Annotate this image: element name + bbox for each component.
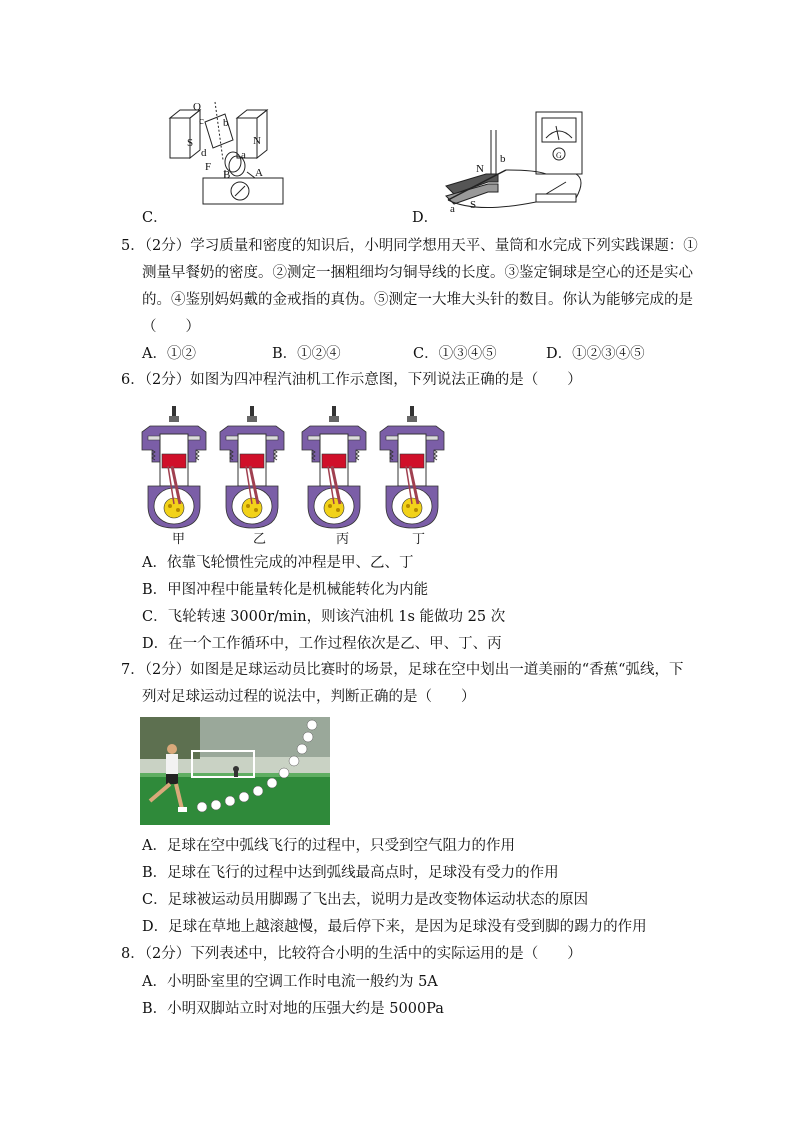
q7-option-d: D．足球在草地上越滚越慢，最后停下来，是因为足球没有受到脚的踢力的作用 bbox=[142, 919, 647, 935]
figure-generator-c bbox=[165, 100, 285, 212]
letter-s: S bbox=[187, 137, 194, 149]
q6-option-c: C．飞轮转速 3000r/min，则该汽油机 1s 能做功 25 次 bbox=[142, 609, 506, 625]
letter-n: N bbox=[253, 135, 261, 147]
q5-stem-line2: 测量早餐奶的密度。②测定一捆粗细均匀铜导线的长度。③鉴定铜球是空心的还是实心 bbox=[142, 265, 693, 281]
engine-label-bing: 丙 bbox=[336, 532, 350, 547]
q7-option-a: A．足球在空中弧线飞行的过程中，只受到空气阻力的作用 bbox=[142, 838, 515, 854]
football-photo bbox=[140, 717, 330, 825]
letter-o: O bbox=[193, 101, 201, 113]
q7-stem-line2: 列对足球运动过程的说法中，判断正确的是（ ） bbox=[142, 689, 476, 705]
letter-d: d bbox=[201, 147, 207, 159]
letter-b: b bbox=[223, 117, 229, 129]
q6-option-a: A．依靠飞轮惯性完成的冲程是甲、乙、丁 bbox=[142, 555, 414, 571]
engine-diagram-row bbox=[138, 400, 458, 548]
letter-c: c bbox=[199, 115, 204, 127]
experiment-d-diagram bbox=[436, 110, 586, 214]
engine-bing bbox=[302, 406, 366, 528]
letter-s: S bbox=[470, 199, 477, 211]
q7-option-b: B．足球在飞行的过程中达到弧线最高点时，足球没有受力的作用 bbox=[142, 865, 559, 881]
engine-ding bbox=[380, 406, 444, 528]
engine-yi bbox=[220, 406, 284, 528]
engine-label-yi: 乙 bbox=[253, 532, 267, 547]
q8-stem: 8．（2分）下列表述中，比较符合小明的生活中的实际运用的是（ ） bbox=[121, 946, 582, 962]
generator-c-diagram bbox=[165, 100, 285, 212]
letter-a-brush: A bbox=[255, 167, 263, 179]
q6-option-b: B．甲图冲程中能量转化是机械能转化为内能 bbox=[142, 582, 429, 598]
letter-b-brush: B bbox=[223, 169, 231, 181]
figure-experiment-d bbox=[436, 110, 586, 214]
q5-stem-line3: 的。④鉴别妈妈戴的金戒指的真伪。⑤测定一大堆大头针的数目。你认为能够完成的是 bbox=[142, 292, 693, 308]
q5-option-b: B．①②④ bbox=[272, 346, 341, 362]
letter-f: F bbox=[205, 161, 212, 173]
q4-option-c-label: C． bbox=[142, 210, 168, 226]
engine-label-ding: 丁 bbox=[412, 532, 426, 547]
four-stroke-engine-diagrams bbox=[138, 400, 458, 548]
engine-label-jia: 甲 bbox=[172, 532, 186, 547]
q6-stem: 6．（2分）如图为四冲程汽油机工作示意图，下列说法正确的是（ ） bbox=[121, 372, 582, 388]
letter-a: a bbox=[241, 149, 246, 161]
q5-stem-line1: 5．（2分）学习质量和密度的知识后，小明同学想用天平、量筒和水完成下列实践课题：① bbox=[121, 238, 698, 254]
q7-stem-line1: 7．（2分）如图是足球运动员比赛时的场景，足球在空中划出一道美丽的“香蕉“弧线，下 bbox=[121, 662, 684, 678]
q5-stem-line4: （ ） bbox=[142, 319, 200, 335]
engine-jia bbox=[142, 406, 206, 528]
q5-option-c: C．①③④⑤ bbox=[413, 346, 497, 362]
letter-a: a bbox=[450, 203, 455, 214]
q8-option-a: A．小明卧室里的空调工作时电流一般约为 5A bbox=[142, 974, 438, 990]
q5-option-d: D．①②③④⑤ bbox=[546, 346, 645, 362]
q7-option-c: C．足球被运动员用脚踢了飞出去，说明力是改变物体运动状态的原因 bbox=[142, 892, 589, 908]
football-curve-kick-image bbox=[140, 717, 330, 825]
letter-n: N bbox=[476, 163, 484, 175]
q4-option-d-label: D． bbox=[412, 210, 439, 226]
letter-b: b bbox=[500, 153, 506, 165]
q8-option-b: B．小明双脚站立时对地的压强大约是 5000Pa bbox=[142, 1001, 444, 1017]
letter-g: G bbox=[556, 151, 562, 160]
q5-option-a: A．①② bbox=[142, 346, 196, 362]
q6-option-d: D．在一个工作循环中，工作过程依次是乙、甲、丁、丙 bbox=[142, 636, 502, 652]
